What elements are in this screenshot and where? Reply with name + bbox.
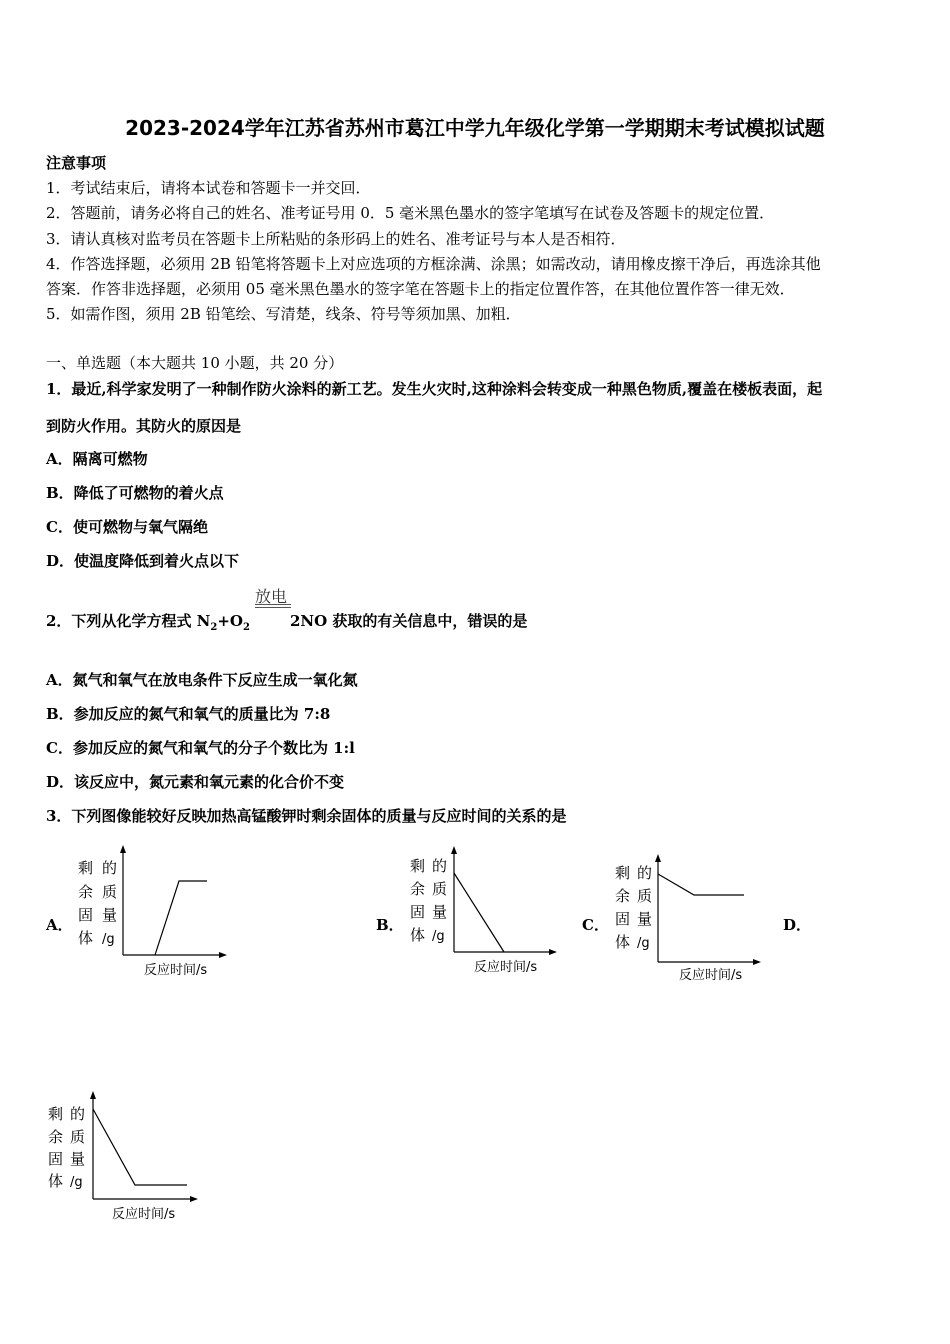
y-label-right-1: 的 xyxy=(102,859,118,877)
q1-option-b: B．降低了可燃物的着火点 xyxy=(46,484,224,502)
notice-item: 4．作答选择题，必须用 2B 铅笔将答题卡上对应选项的方框涂满、涂黑；如需改动，请用橡皮擦干净后，再选涂其他 xyxy=(46,255,821,273)
q1-option-d: D．使温度降低到着火点以下 xyxy=(46,552,240,570)
y-label-right-4: /g xyxy=(637,936,650,951)
q2-option-c: C．参加反应的氮气和氧气的分子个数比为 1:l xyxy=(46,739,355,757)
q2-n-subscript: 2 xyxy=(210,622,218,633)
y-label-right-4: /g xyxy=(70,1175,83,1190)
curve xyxy=(155,881,207,955)
y-label-right-1: 的 xyxy=(637,864,653,882)
y-label-left-2: 余 xyxy=(410,880,426,898)
y-label-right-3: 量 xyxy=(70,1150,86,1168)
y-label-left-4: 体 xyxy=(615,933,631,951)
y-label-right-2: 质 xyxy=(432,880,448,898)
equation-bar-bottom xyxy=(255,607,291,608)
y-label-left-1: 剩 xyxy=(410,857,426,875)
y-label-left-1: 剩 xyxy=(48,1105,64,1123)
y-label-right-1: 的 xyxy=(432,857,448,875)
y-label-right-3: 量 xyxy=(637,910,653,928)
equation-bar-top xyxy=(255,604,291,605)
y-label-right-4: /g xyxy=(102,932,115,947)
q1-option-a: A．隔离可燃物 xyxy=(46,450,148,468)
x-axis-arrow xyxy=(549,949,557,955)
y-axis-arrow xyxy=(655,854,661,862)
notice-item: 3．请认真核对监考员在答题卡上所粘贴的条形码上的姓名、准考证号与本人是否相符． xyxy=(46,230,626,248)
question-2-stem xyxy=(46,610,527,633)
y-label-right-2: 质 xyxy=(70,1128,86,1146)
q2-product: 2NO xyxy=(289,612,328,630)
y-label-left-3: 固 xyxy=(78,906,94,924)
q3-option-b-letter: B． xyxy=(376,916,404,934)
y-label-left-2: 余 xyxy=(615,887,631,905)
curve xyxy=(93,1109,187,1185)
y-label-right-1: 的 xyxy=(70,1105,86,1123)
x-label: 反应时间/s xyxy=(474,960,538,975)
y-axis-arrow xyxy=(451,846,457,854)
q1-option-c: C．使可燃物与氧气隔绝 xyxy=(46,518,208,536)
notice-item: 答案．作答非选择题，必须用 05 毫米黑色墨水的签字笔在答题卡上的指定位置作答，在其他位置作答一律无效． xyxy=(46,280,795,298)
y-label-right-4: /g xyxy=(432,929,445,944)
y-label-right-2: 质 xyxy=(637,887,653,905)
q2-suffix: 获取的有关信息中，错误的是 xyxy=(327,612,528,630)
x-label: 反应时间/s xyxy=(144,963,208,978)
y-label-left-4: 体 xyxy=(48,1172,64,1190)
graph-b xyxy=(406,845,566,980)
y-label-left-1: 剩 xyxy=(78,859,94,877)
reaction-condition: 放电 xyxy=(255,587,288,606)
q3-option-d-letter: D． xyxy=(783,916,812,934)
q3-option-a-letter: A． xyxy=(46,916,73,934)
y-label-left-2: 余 xyxy=(48,1128,64,1146)
y-label-left-3: 固 xyxy=(615,910,631,928)
y-axis-arrow xyxy=(120,845,126,853)
x-axis-arrow xyxy=(753,959,761,965)
y-label-left-2: 余 xyxy=(78,883,94,901)
x-axis-arrow xyxy=(190,1196,198,1202)
curve xyxy=(454,873,504,952)
graph-d xyxy=(46,1089,206,1224)
x-label: 反应时间/s xyxy=(679,968,743,983)
q2-option-b: B．参加反应的氮气和氧气的质量比为 7:8 xyxy=(46,705,331,723)
notice-item: 1．考试结束后，请将本试卷和答题卡一并交回． xyxy=(46,179,371,197)
y-label-left-3: 固 xyxy=(48,1150,64,1168)
curve xyxy=(658,874,744,895)
q2-option-d: D．该反应中，氮元素和氧元素的化合价不变 xyxy=(46,773,345,791)
y-label-right-2: 质 xyxy=(102,883,118,901)
y-label-right-3: 量 xyxy=(432,903,448,921)
x-label: 反应时间/s xyxy=(112,1207,176,1222)
notice-heading: 注意事项 xyxy=(46,154,107,172)
section-heading: 一、单选题（本大题共 10 小题，共 20 分） xyxy=(46,354,344,372)
q2-o-subscript: 2 xyxy=(242,622,250,633)
y-axis-arrow xyxy=(90,1091,96,1099)
page-title: 2023-2024学年江苏省苏州市葛江中学九年级化学第一学期期末考试模拟试题 xyxy=(125,116,825,140)
y-label-left-1: 剩 xyxy=(615,864,631,882)
question-1-stem: 1．最近,科学家发明了一种制作防火涂料的新工艺。发生火灾时,这种涂料会转变成一种黑色物质,覆盖在楼板表面，起 xyxy=(46,380,823,398)
q2-plus: +O xyxy=(217,612,243,630)
y-label-right-3: 量 xyxy=(102,906,118,924)
y-label-left-4: 体 xyxy=(78,929,94,947)
notice-item: 2．答题前，请务必将自己的姓名、准考证号用 0．5 毫米黑色墨水的签字笔填写在试卷及答题卡的规定位置． xyxy=(46,204,775,222)
question-3-stem: 3．下列图像能较好反映加热高锰酸钾时剩余固体的质量与反应时间的关系的是 xyxy=(46,807,567,825)
graph-c xyxy=(611,852,771,987)
notice-item: 5．如需作图，须用 2B 铅笔绘、写清楚，线条、符号等须加黑、加粗． xyxy=(46,305,521,323)
question-1-stem-cont: 到防火作用。其防火的原因是 xyxy=(46,417,242,435)
graph-a xyxy=(74,845,234,980)
q3-option-c-letter: C． xyxy=(582,916,609,934)
q2-prefix: 2．下列从化学方程式 N xyxy=(46,612,211,630)
q2-option-a: A．氮气和氧气在放电条件下反应生成一氧化氮 xyxy=(46,671,358,689)
y-label-left-3: 固 xyxy=(410,903,426,921)
x-axis-arrow xyxy=(219,952,227,958)
y-label-left-4: 体 xyxy=(410,926,426,944)
